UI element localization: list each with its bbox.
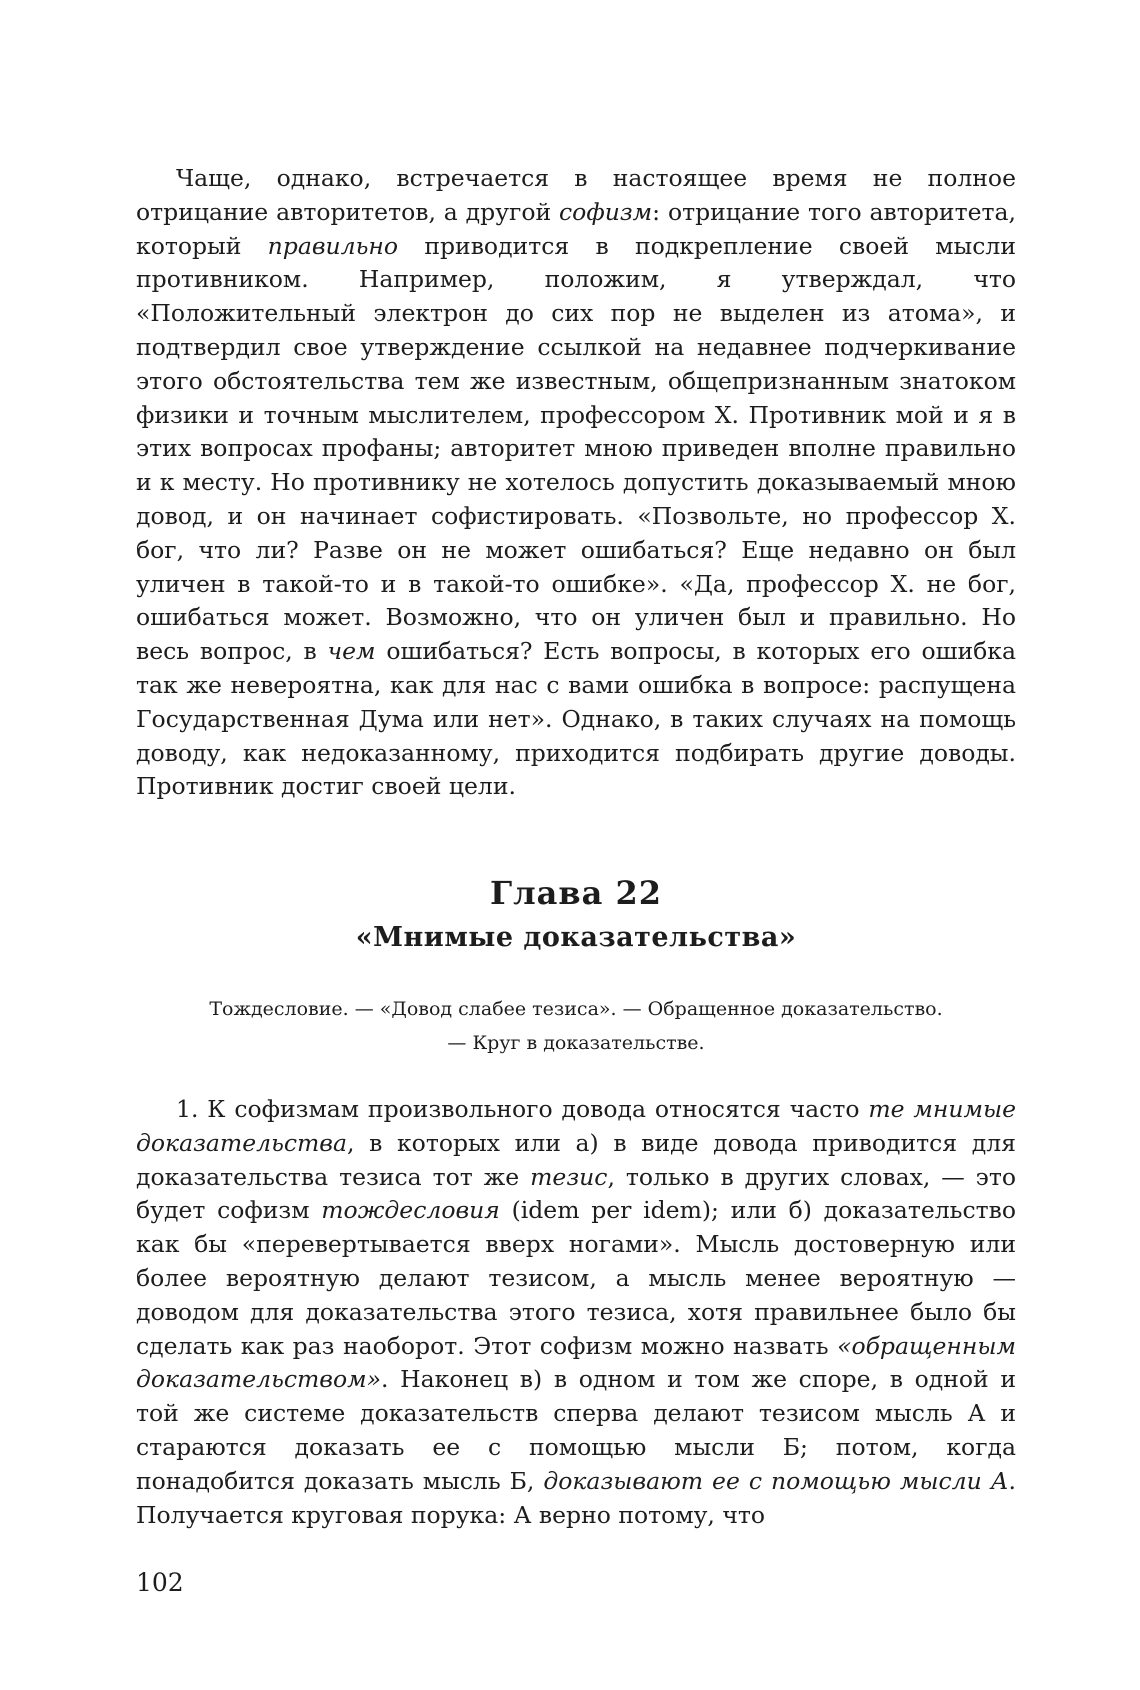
text-run: Чаще, однако, встречается в настоящее время не полное отрицание авторитетов, а другой	[136, 164, 1016, 226]
chapter-summary: Тождесловие. — «Довод слабее тезиса». — Обращенное доказательство. — Круг в доказательстве.	[209, 998, 943, 1054]
chapter-number: Глава 22	[489, 874, 663, 912]
emphasis-run: те мнимые доказательства	[136, 1095, 1017, 1157]
chapter-title: «Мнимые доказательства»	[355, 922, 797, 953]
text-run: , только в других словах, — это будет софизм	[136, 1162, 1016, 1225]
text-run: . Получается круговая порука: А верно потому, что	[136, 1466, 1017, 1529]
text-run: . Наконец в) в одном и том же споре, в одной и той же системе доказательств сперва делают тезисом мысль А и стараются доказать ее с помощью мысли Б; потом, когда понадобится доказать мысль Б,	[136, 1365, 1016, 1495]
body-paragraph-bottom	[136, 1093, 1016, 1532]
emphasis-run: тождесловия	[321, 1196, 500, 1225]
emphasis-run: тезис	[530, 1162, 608, 1191]
text-run: ошибаться? Есть вопросы, в которых его ошибка так же невероятна, как для нас с вами ошибка в вопросе: распущена Государственная Дума или нет». Однако, в таких случаях на помощь доводу, как недоказанному, приходится подбирать другие доводы. Противник достиг своей цели.	[136, 637, 1016, 801]
emphasis-run: доказывают ее с помощью мысли А	[543, 1466, 1009, 1495]
body-paragraph-top	[136, 162, 1016, 804]
emphasis-run: чем	[327, 637, 376, 666]
text-run: 1. К софизмам произвольного довода относятся часто	[176, 1095, 869, 1123]
emphasis-run: софизм	[559, 197, 653, 226]
text-run: , в которых или а) в виде довода приводится для доказательства тезиса тот же	[136, 1128, 1016, 1191]
emphasis-run: «обращенным доказательством»	[136, 1331, 1016, 1394]
text-run: : отрицание того авторитета, который	[136, 197, 1016, 260]
emphasis-run: правильно	[267, 231, 399, 260]
text-run: приводится в подкрепление своей мысли противником. Например, положим, я утверждал, что «Положительный электрон до сих пор не выделен из атома», и подтвердил свое утверждение ссылкой на недавнее подчеркивание этого обстоятельства тем же известным, общепризнанным знатоком физики и точным мыслителем, профессором Х. Противник мой и я в этих вопросах профаны; авторитет мною приведен вполне правильно и к месту. Но противнику не хотелось допустить доказываемый мною довод, и он начинает софистировать. «Позвольте, но профессор Х. бог, что ли? Разве он не может ошибаться? Еще недавно он был уличен в такой-то и в такой-то ошибке». «Да, профессор Х. не бог, ошибаться может. Возможно, что он уличен был и правильно. Но весь вопрос, в	[136, 231, 1016, 666]
page-number: 102	[136, 1568, 184, 1597]
text-run: (idem per idem); или б) доказательство как бы «перевертывается вверх ногами». Мысль достоверную или более вероятную делают тезисом, а мысль менее вероятную — доводом для доказательства этого тезиса, хотя правильнее было бы сделать как раз наоборот. Этот софизм можно назвать	[136, 1196, 1016, 1360]
